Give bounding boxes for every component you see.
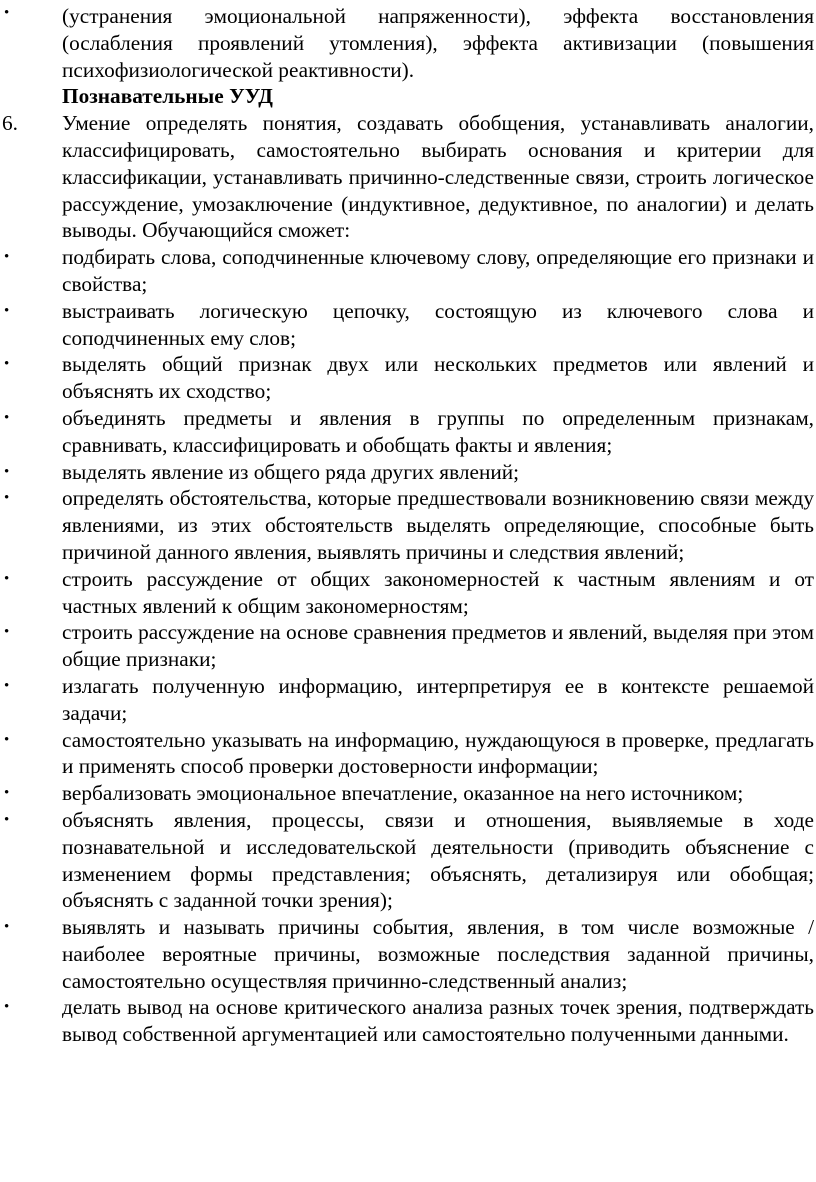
list-item — [0, 566, 814, 620]
list-item-text: строить рассуждение на основе сравнения предметов и явлений, выделяя при этом общие признаки; — [62, 620, 814, 672]
bullet-list — [0, 244, 814, 1048]
list-item — [0, 914, 814, 994]
list-item-text: выделять общий признак двух или нескольких предметов или явлений и объяснять их сходство; — [62, 352, 814, 404]
bullet-icon: • — [4, 463, 10, 480]
list-item — [0, 298, 814, 352]
list-item-text: определять обстоятельства, которые предшествовали возникновению связи между явлениями, из этих обстоятельств выделять определяющие, способные быть причиной данного явления, выявлять причины и следствия явлений; — [62, 486, 814, 564]
list-item — [0, 780, 814, 807]
list-item-text: самостоятельно указывать на информацию, нуждающуюся в проверке, предлагать и применять способ проверки достоверности информации; — [62, 727, 814, 779]
list-item — [0, 619, 814, 673]
bullet-icon: • — [4, 302, 10, 319]
list-item — [0, 673, 814, 727]
bullet-icon: • — [4, 624, 10, 641]
bullet-icon: • — [4, 249, 10, 266]
bullet-icon: • — [4, 999, 10, 1016]
bullet-icon: • — [4, 811, 10, 828]
bullet-icon: • — [4, 409, 10, 426]
bullet-icon: • — [4, 677, 10, 694]
list-item-text: строить рассуждение от общих закономерностей к частным явлениям и от частных явлений к общим закономерностям; — [62, 566, 814, 618]
list-item-text: выделять явление из общего ряда других явлений; — [62, 459, 520, 484]
list-item-text: объяснять явления, процессы, связи и отношения, выявляемые в ходе познавательной и исследовательской деятельности (приводить объяснение с изменением формы представления; объяснять, детализируя или обобщая; объяснять с заданной точки зрения); — [62, 807, 814, 913]
list-item — [0, 405, 814, 459]
bullet-icon: • — [4, 5, 10, 21]
list-item-text: выявлять и называть причины события, явления, в том числе возможные /наиболее вероятные причины, возможные последствия заданной причины, самостоятельно осуществляя причинно-следственный анализ; — [62, 915, 814, 993]
list-item-continuation — [0, 0, 814, 83]
bullet-icon: • — [4, 356, 10, 373]
bullet-icon: • — [4, 490, 10, 507]
list-item-text: излагать полученную информацию, интерпретируя ее в контексте решаемой задачи; — [62, 673, 814, 725]
list-item-text: вербализовать эмоциональное впечатление, оказанное на него источником; — [62, 781, 744, 806]
bullet-icon: • — [4, 731, 10, 748]
list-item-text: делать вывод на основе критического анализа разных точек зрения, подтверждать вывод собственной аргументацией или самостоятельно полученными данными. — [62, 995, 814, 1047]
list-item — [0, 244, 814, 298]
list-item — [0, 485, 814, 565]
list-item — [0, 727, 814, 781]
list-item — [0, 351, 814, 405]
list-item — [0, 459, 814, 486]
list-item — [0, 807, 814, 914]
list-item-text: подбирать слова, соподчиненные ключевому слову, определяющие его признаки и свойства; — [62, 245, 814, 296]
list-item-text: (устранения эмоциональной напряженности), эффекта восстановления (ослабления проявлений утомления), эффекта активизации (повышения психофизиологической реактивности). — [62, 4, 814, 82]
numbered-item — [0, 110, 814, 244]
item-number: 6. — [2, 111, 18, 136]
numbered-item-text: Умение определять понятия, создавать обобщения, устанавливать аналогии, классифицировать, самостоятельно выбирать основания и критерии для классификации, устанавливать причинно-следственные связи, строить логическое рассуждение, умозаключение (индуктивное, дедуктивное, по аналогии) и делать выводы. Обучающийся сможет: — [62, 111, 814, 243]
list-item-text: объединять предметы и явления в группы по определенным признакам, сравнивать, классифицировать и обобщать факты и явления; — [62, 405, 814, 457]
list-item — [0, 994, 814, 1048]
list-item-text: выстраивать логическую цепочку, состоящую из ключевого слова и соподчиненных ему слов; — [62, 298, 814, 350]
bullet-icon: • — [4, 570, 10, 587]
bullet-icon: • — [4, 919, 10, 936]
bullet-icon: • — [4, 785, 10, 802]
section-heading: Познавательные УУД — [62, 84, 273, 109]
